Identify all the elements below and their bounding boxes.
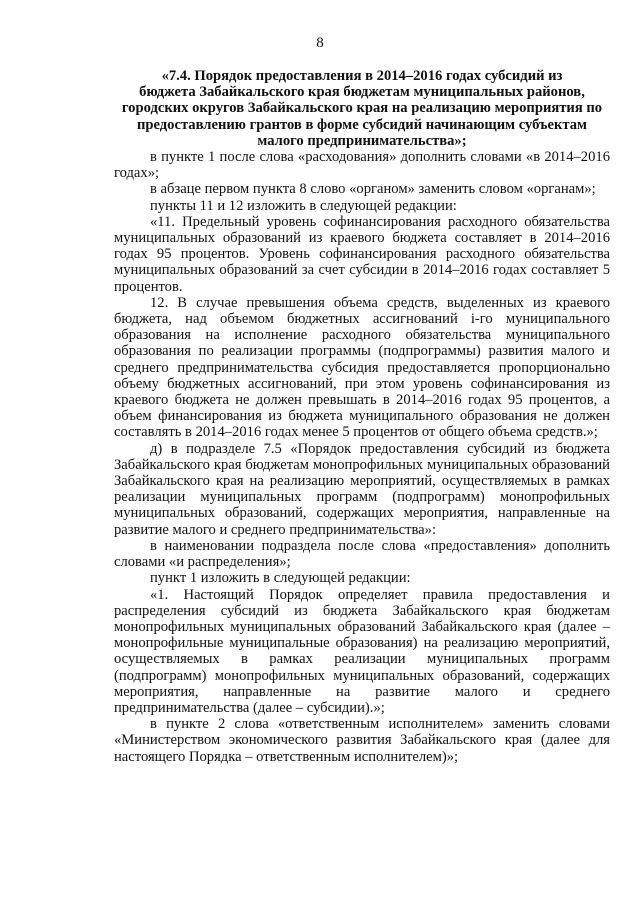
paragraph: в абзаце первом пункта 8 слово «органом» заменить словом «органам»; [150,181,596,198]
heading-line: предоставлению грантов в форме субсидий начинающим субъектам [136,116,587,133]
paragraph: «11. Предельный уровень софинансирования расходного обязательства муниципальных образований из краевого бюджета составляет в 2014–2016 годах 95 процентов. Уровень софинансирования расходного обязательства муниципальных образований за счет субсидии в 2014–2016 годах составляет 5 процентов. [114,213,610,295]
paragraph: в пункте 2 слова «ответственным исполнителем» заменить словами «Министерством экономического развития Забайкальского края (далее для настоящего Порядка – ответственным исполнителем)»; [114,716,610,765]
section-heading [114,68,610,149]
heading-line: городских округов Забайкальского края на реализацию мероприятия по [121,100,603,117]
heading-line: бюджета Забайкальского края бюджетам муниципальных районов, [139,84,585,101]
paragraph: в наименовании подраздела после слова «предоставления» дополнить словами «и распределения»; [114,537,610,571]
paragraph: «1. Настоящий Порядок определяет правила предоставления и распределения субсидий из бюджета Забайкальского края бюджетам монопрофильных муниципальных образований Забайкальского края (далее – монопрофильные муниципальные образования) на реализацию мероприятий, осуществляемых в рамках реализации муниципальных программ (подпрограмм) монопрофильных муниципальных образований, содержащих мероприятия, направленные на развитие малого и среднего предпринимательства (далее – субсидии).»; [114,586,610,716]
paragraph: 12. В случае превышения объема средств, выделенных из краевого бюджета, над объемом бюджетных ассигнований i-го муниципального образования на исполнение расходного обязательства муниципального образования по реализации программы (подпрограммы) развития малого и среднего предпринимательства субсидия предоставляется пропорционально объему бюджетных ассигнований, при этом уровень софинансирования из краевого бюджета не должен превышать в 2014–2016 годах 95 процентов, а объем финансирования из бюджета муниципального образования не должен составлять в 2014–2016 годах менее 5 процентов от общего объема средств.»; [114,294,610,441]
heading-line: «7.4. Порядок предоставления в 2014–2016 годах субсидий из [161,68,563,84]
page-number: 8 [316,35,324,51]
paragraph: в пункте 1 после слова «расходования» дополнить словами «в 2014–2016 годах»; [114,149,610,182]
heading-line: малого предпринимательства»; [257,132,467,149]
document-body [114,68,610,765]
paragraph: пункты 11 и 12 изложить в следующей редакции: [150,197,457,214]
paragraph: пункт 1 изложить в следующей редакции: [150,570,411,587]
paragraph: д) в подразделе 7.5 «Порядок предоставления субсидий из бюджета Забайкальского края бюджетам монопрофильных муниципальных образований Забайкальского края на реализацию мероприятий, осуществляемых в рамках реализации муниципальных программ (подпрограмм) монопрофильных муниципальных образований, содержащих мероприятия, направленные на развитие малого и среднего предпринимательства»: [114,440,610,538]
